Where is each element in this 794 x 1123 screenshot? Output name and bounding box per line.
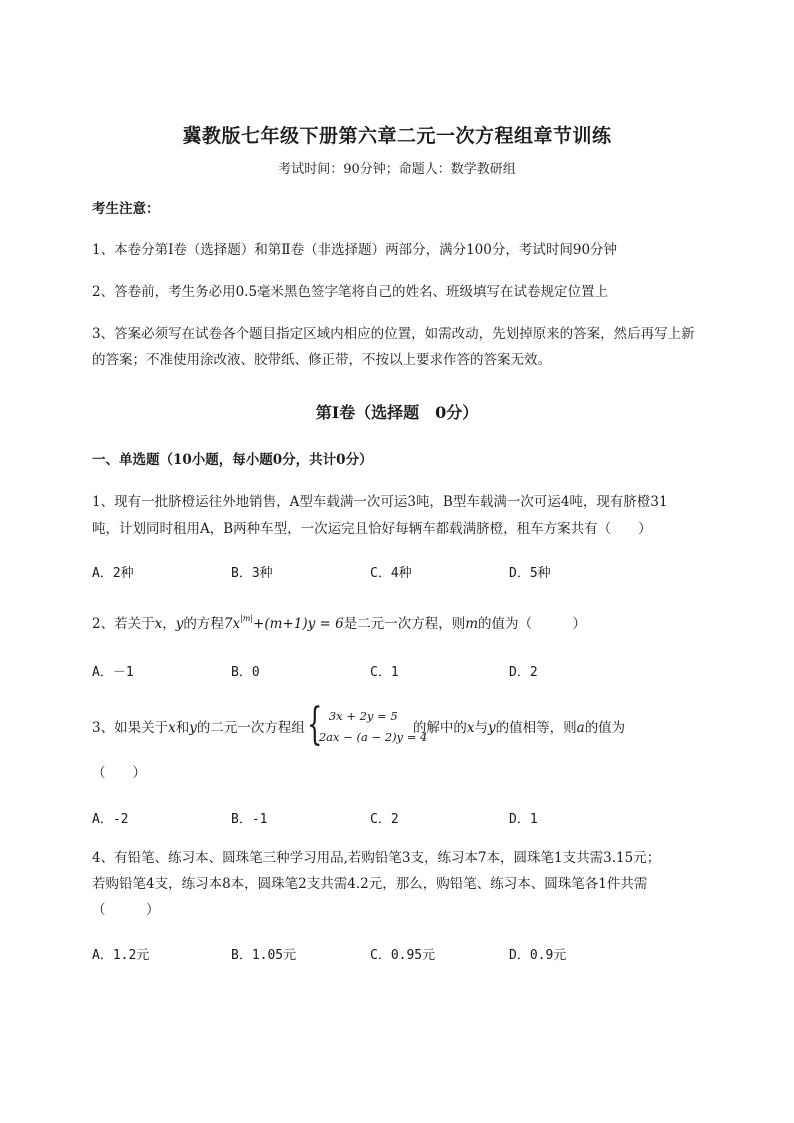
question-3-with: 与 [474,720,488,736]
question-3-equation-1: 3x + 2y = 5 [328,708,398,723]
question-2-options [92,661,712,681]
question-2-option-d[interactable]: D．2 [509,665,538,680]
question-2-sep: ， [162,616,176,632]
question-1-option-d[interactable]: D．5种 [509,566,551,581]
question-2-equation-right: +(m+1)y = 6 [253,616,344,632]
question-3-option-c[interactable]: C．2 [370,812,399,827]
question-3-var-y2: y [487,720,496,736]
question-2-option-c[interactable]: C．1 [370,665,399,680]
question-3-equal: 的值相等，则 [495,720,577,736]
question-2-suffix: 是二元一次方程，则 [343,616,466,632]
question-2-var-m: m [465,616,479,632]
question-4-option-d[interactable]: D．0.9元 [509,948,567,963]
question-1-line-2: 吨，计划同时租用A，B两种车型，一次运完且恰好每辆车都载满脐橙，租车方案共有（ ） [92,521,652,537]
question-2-tail: 的值为（ ） [478,616,587,632]
question-4-line-1: 4、有铅笔、练习本、圆珠笔三种学习用品,若购铅笔3支，练习本7本，圆珠笔1支共需3.15元； [92,850,661,866]
notice-item-3-cont: 的答案；不准使用涂改液、胶带纸、修正带，不按以上要求作答的答案无效。 [92,352,551,368]
question-3-stem [92,698,626,750]
question-2-exponent: |m| [240,614,254,623]
question-3-var-a: a [576,720,585,736]
section-title: 第Ⅰ卷（选择题 0分） [315,403,479,422]
question-3-option-b[interactable]: B．-1 [231,812,268,827]
question-3-option-a[interactable]: A．-2 [92,812,129,827]
question-1-line-1: 1、现有一批脐橙运往外地销售，A型车载满一次可运3吨，B型车载满一次可运4吨，现有脐橙31 [92,494,668,510]
question-4-line-3: （ ） [92,902,160,918]
question-4-options [92,944,712,964]
question-4-option-c[interactable]: C．0.95元 [370,948,436,963]
question-4-option-b[interactable]: B．1.05元 [231,948,297,963]
question-3-var-x2: x [466,720,475,736]
question-2-option-b[interactable]: B．0 [231,665,260,680]
question-1-options [92,562,712,582]
question-2-mid: 的方程 [183,616,224,632]
question-3-tail: 的值为 [584,720,626,736]
question-3-var-x: x [168,720,176,736]
question-3-and: 和 [175,720,190,736]
question-4-option-a[interactable]: A．1.2元 [92,948,150,963]
question-2-option-a[interactable]: A．－1 [92,665,134,680]
part-title: 一、单选题（10小题，每小题0分，共计0分） [92,452,373,468]
question-3-after: 的解中的 [412,720,467,736]
question-2-var-x: x [154,616,163,632]
question-3-prefix: 3、如果关于 [92,720,169,736]
question-3-var-y: y [189,720,197,736]
left-brace-icon: { [306,698,323,750]
question-1-option-a[interactable]: A．2种 [92,566,134,581]
notice-heading: 考生注意： [92,201,160,217]
page-subtitle: 考试时间：90分钟；命题人：数学教研组 [278,162,516,177]
question-3-equation-2: 2ax − (a − 2)y = 4 [318,729,428,744]
question-1-option-c[interactable]: C．4种 [370,566,412,581]
notice-item-2: 2、答卷前，考生务必用0.5毫米黑色签字笔将自己的姓名、班级填写在试卷规定位置上 [92,284,609,300]
question-3-equation-system [306,698,428,751]
question-3-option-d[interactable]: D．1 [509,812,538,827]
question-1-option-b[interactable]: B．3种 [231,566,273,581]
notice-item-1: 1、本卷分第Ⅰ卷（选择题）和第Ⅱ卷（非选择题）两部分，满分100分，考试时间90分钟 [92,242,618,258]
question-2-stem [92,606,752,637]
question-3-line-2: （ ） [92,765,146,781]
notice-item-3: 3、答案必须写在试卷各个题目指定区域内相应的位置，如需改动，先划掉原来的答案，然后再写上新 [92,326,695,342]
page-title: 冀教版七年级下册第六章二元一次方程组章节训练 [182,125,612,147]
question-2-prefix: 2、若关于 [92,616,155,632]
question-4-line-2: 若购铅笔4支，练习本8本，圆珠笔2支共需4.2元，那么，购铅笔、练习本、圆珠笔各1件共需 [92,876,648,892]
question-3-mid: 的二元一次方程组 [196,720,305,736]
question-3-options [92,808,712,828]
question-2-equation-left: 7x [223,616,241,632]
question-2-var-y: y [175,616,184,632]
